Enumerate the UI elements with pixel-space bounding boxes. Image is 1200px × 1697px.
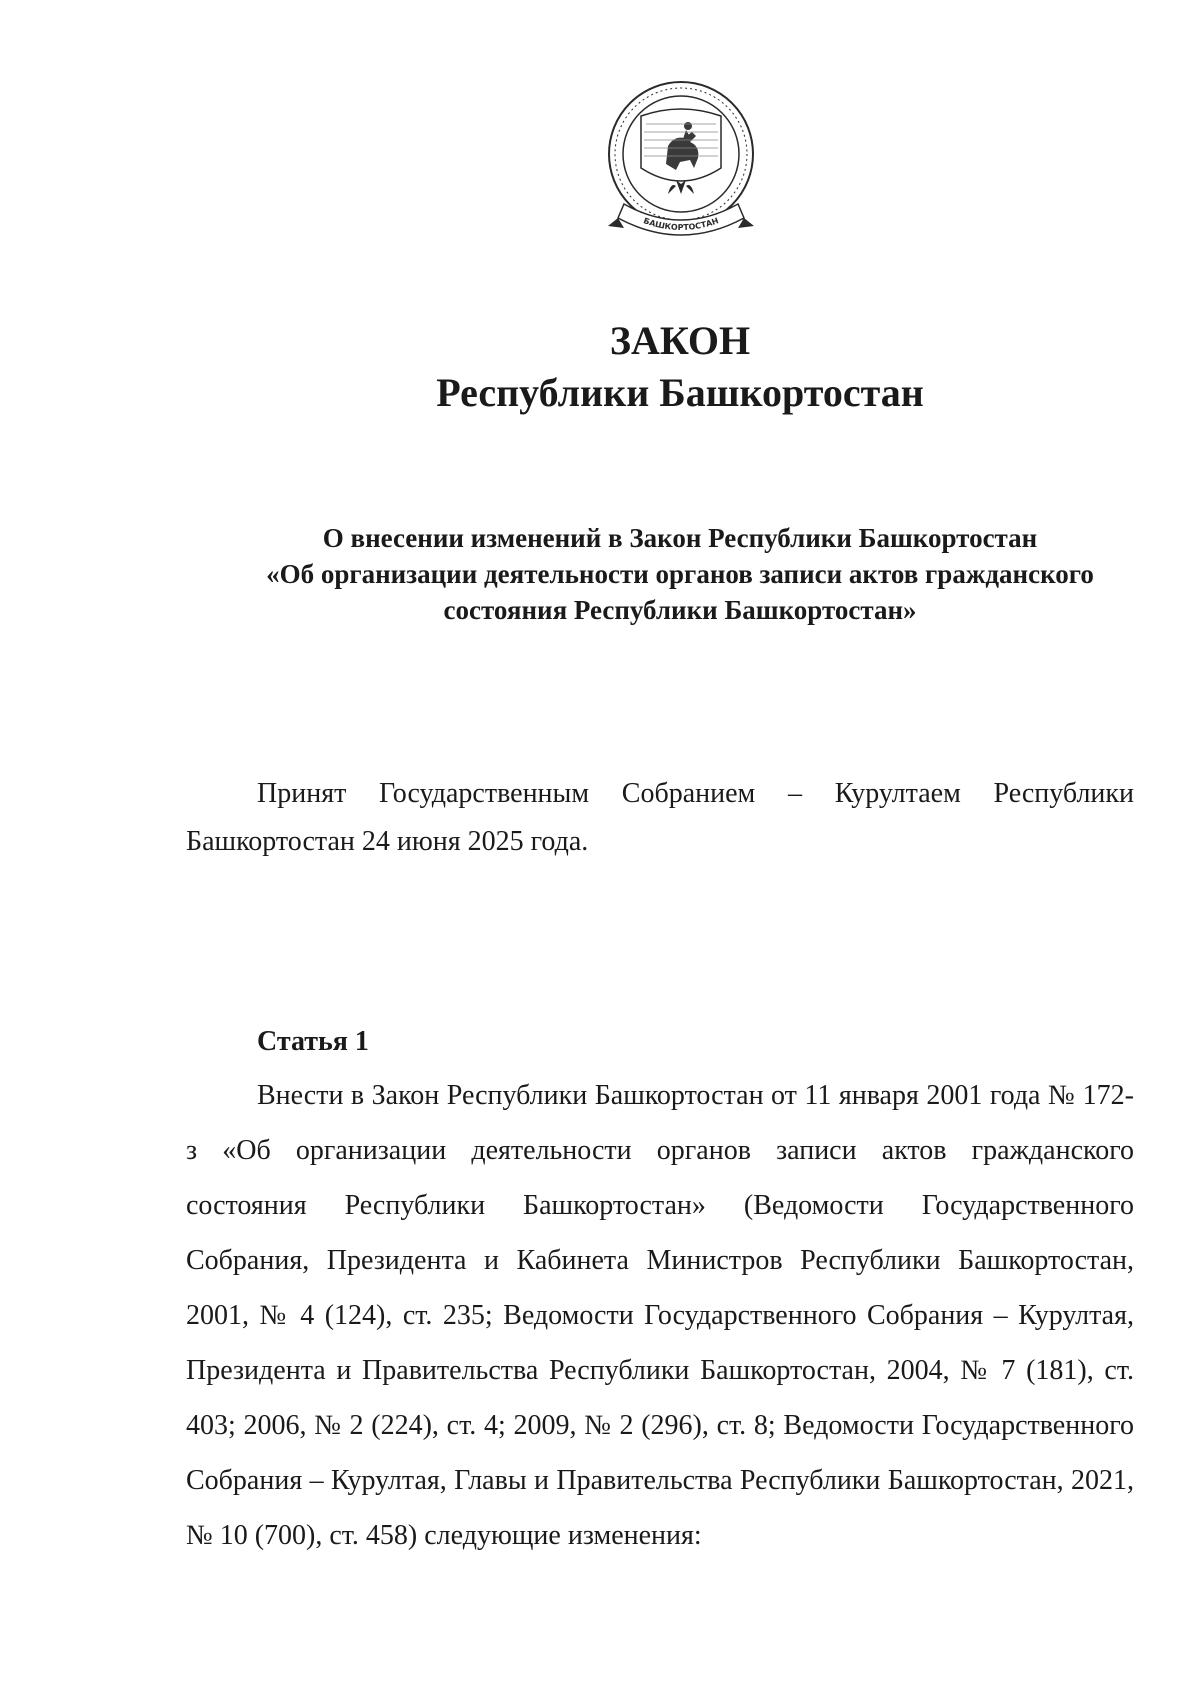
law-subject [200,520,1160,628]
adoption-statement: Принят Государственным Собранием – Курултаем Республики Башкортостан 24 июня 2025 года. [186,778,1134,857]
article-heading: Статья 1 [257,1026,369,1057]
document-subtitle: Республики Башкортостан [436,370,924,415]
document-title: ЗАКОН [609,318,751,363]
law-subject-line-3: состояния Республики Башкортостан» [443,595,917,625]
ribbon-text: БАШКОРТОСТАН [642,216,720,233]
article-body: Внести в Закон Республики Башкортостан от 11 января 2001 года № 172-з «Об организации деятельности органов записи актов гражданского состояния Республики Башкортостан» (Ведомости Государственного Собрания, Президента и Кабинета Министров Республики Башкортостан, 2001, № 4 (124), ст. 235; Ведомости Государственного Собрания – Курултая, Президента и Правительства Республики Башкортостан, 2004, № 7 (181), ст. 403; 2006, № 2 (224), ст. 4; 2009, № 2 (296), ст. 8; Ведомости Государственного Собрания – Курултая, Главы и Правительства Республики Башкортостан, 2021, № 10 (700), ст. 458) следующие изменения: [186,1080,1134,1551]
law-subject-line-1: О внесении изменений в Закон Республики Башкортостан [322,523,1038,553]
law-subject-line-2: «Об организации деятельности органов записи актов гражданского [266,559,1094,589]
coat-of-arms-emblem [596,76,766,256]
